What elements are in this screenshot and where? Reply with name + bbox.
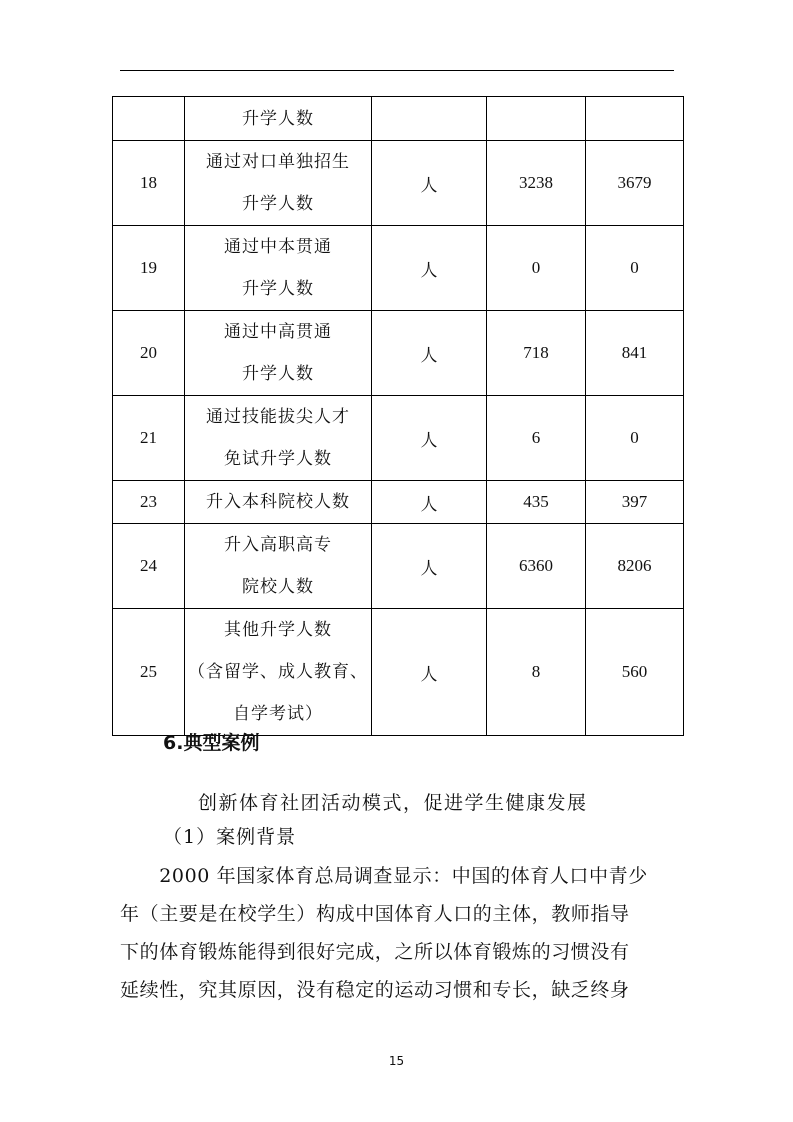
row-item-name bbox=[185, 396, 372, 481]
item-name-line: 升入高职高专 bbox=[224, 535, 332, 555]
page-number: 15 bbox=[388, 1054, 405, 1068]
row-unit: 人 bbox=[372, 226, 487, 311]
row-unit bbox=[372, 97, 487, 141]
item-name-line: 通过中高贯通 bbox=[224, 322, 332, 342]
row-value-col2 bbox=[586, 97, 684, 141]
item-name-line: （含留学、成人教育、 bbox=[188, 662, 368, 682]
table-row bbox=[113, 481, 684, 524]
row-value-col2: 560 bbox=[586, 609, 684, 736]
row-unit: 人 bbox=[372, 481, 487, 524]
row-value-col1 bbox=[487, 97, 586, 141]
row-value-col1: 718 bbox=[487, 311, 586, 396]
table-row bbox=[113, 226, 684, 311]
row-value-col2: 3679 bbox=[586, 141, 684, 226]
item-name-line: 其他升学人数 bbox=[224, 620, 332, 640]
row-item-name bbox=[185, 609, 372, 736]
row-item-name bbox=[185, 141, 372, 226]
row-value-col1: 8 bbox=[487, 609, 586, 736]
row-item-name bbox=[185, 311, 372, 396]
item-name-line: 升学人数 bbox=[242, 108, 314, 129]
row-index: 18 bbox=[113, 141, 185, 226]
row-item-name bbox=[185, 97, 372, 141]
item-name-line: 升入本科院校人数 bbox=[206, 492, 350, 512]
row-value-col1: 3238 bbox=[487, 141, 586, 226]
item-name-line: 通过对口单独招生 bbox=[206, 152, 350, 172]
row-index: 23 bbox=[113, 481, 185, 524]
row-value-col1: 6360 bbox=[487, 524, 586, 609]
section-heading: 6.典型案例 bbox=[163, 732, 260, 754]
row-value-col2: 0 bbox=[586, 226, 684, 311]
paragraph-line: 延续性，究其原因，没有稳定的运动习惯和专长，缺乏终身 bbox=[120, 979, 630, 1001]
item-name-line: 自学考试） bbox=[233, 704, 323, 724]
row-unit: 人 bbox=[372, 141, 487, 226]
row-value-col2: 841 bbox=[586, 311, 684, 396]
row-value-col2: 397 bbox=[586, 481, 684, 524]
item-name-line: 通过中本贯通 bbox=[224, 237, 332, 257]
row-value-col2: 0 bbox=[586, 396, 684, 481]
row-item-name bbox=[185, 524, 372, 609]
table-row bbox=[113, 97, 684, 141]
case-subheading: （1）案例背景 bbox=[163, 826, 297, 848]
table-row bbox=[113, 524, 684, 609]
item-name-line: 通过技能拔尖人才 bbox=[206, 407, 350, 427]
table-row bbox=[113, 396, 684, 481]
row-item-name bbox=[185, 481, 372, 524]
paragraph-line: 年（主要是在校学生）构成中国体育人口的主体，教师指导 bbox=[120, 903, 630, 925]
row-index: 19 bbox=[113, 226, 185, 311]
row-index bbox=[113, 97, 185, 141]
table-row bbox=[113, 311, 684, 396]
row-index: 21 bbox=[113, 396, 185, 481]
row-value-col2: 8206 bbox=[586, 524, 684, 609]
row-value-col1: 0 bbox=[487, 226, 586, 311]
item-name-line: 升学人数 bbox=[242, 279, 314, 299]
enrollment-table bbox=[112, 96, 684, 736]
table-body bbox=[113, 97, 684, 736]
item-name-line: 免试升学人数 bbox=[224, 449, 332, 469]
row-value-col1: 435 bbox=[487, 481, 586, 524]
paragraph-line: 2000 年国家体育总局调查显示：中国的体育人口中青少 bbox=[120, 865, 648, 887]
row-index: 25 bbox=[113, 609, 185, 736]
row-unit: 人 bbox=[372, 609, 487, 736]
row-unit: 人 bbox=[372, 311, 487, 396]
paragraph-line: 下的体育锻炼能得到很好完成，之所以体育锻炼的习惯没有 bbox=[120, 941, 630, 963]
table-row bbox=[113, 141, 684, 226]
item-name-line: 院校人数 bbox=[242, 577, 314, 597]
header-rule bbox=[120, 70, 674, 71]
row-value-col1: 6 bbox=[487, 396, 586, 481]
table-row bbox=[113, 609, 684, 736]
item-name-line: 升学人数 bbox=[242, 194, 314, 214]
case-title: 创新体育社团活动模式，促进学生健康发展 bbox=[198, 792, 588, 814]
item-name-line: 升学人数 bbox=[242, 364, 314, 384]
row-index: 20 bbox=[113, 311, 185, 396]
row-index: 24 bbox=[113, 524, 185, 609]
row-unit: 人 bbox=[372, 524, 487, 609]
row-item-name bbox=[185, 226, 372, 311]
row-unit: 人 bbox=[372, 396, 487, 481]
body-paragraph bbox=[120, 857, 680, 1009]
